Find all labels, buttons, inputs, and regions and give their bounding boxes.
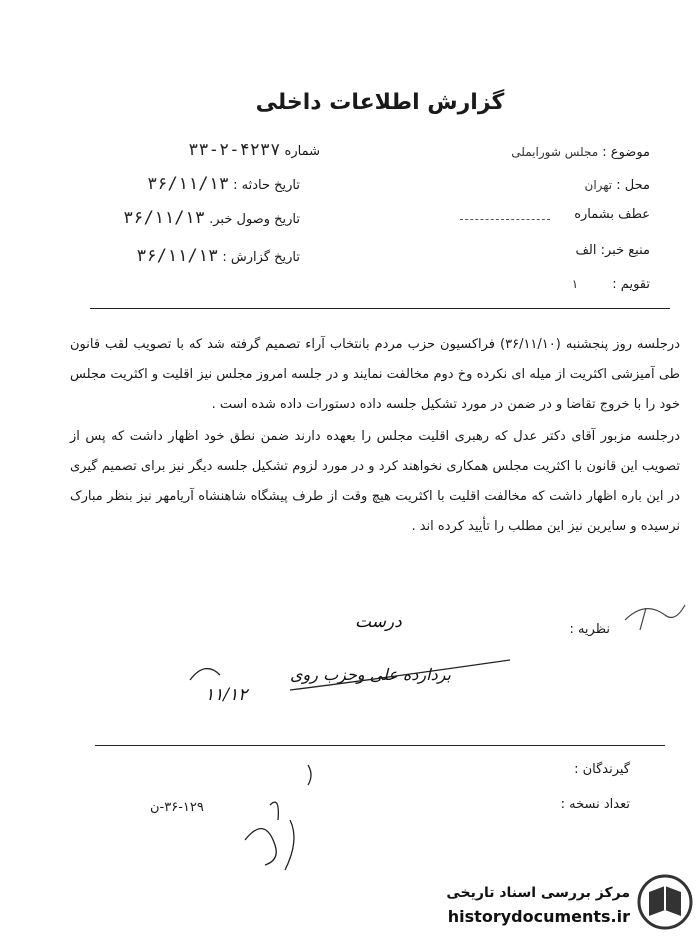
number-row: [120, 140, 320, 160]
signature-stroke-icon: [170, 640, 530, 720]
signature-date-mark: ۱۱/۱۲: [205, 685, 248, 705]
report-date-value: ۳۶/۱۱/۱۳: [136, 246, 219, 266]
watermark-title: مرکز بررسی اسناد تاریخی: [446, 885, 630, 901]
event-date-value: ۳۶/۱۱/۱۳: [147, 174, 229, 194]
subject-label: موضوع :: [602, 145, 650, 160]
subject-value: مجلس شورایملی: [511, 145, 599, 159]
footer-divider: [95, 745, 665, 746]
margin-scribble-icon: [620, 590, 690, 640]
signature-text: بردارده علی وحزب روی: [290, 665, 452, 684]
location-label: محل :: [616, 178, 650, 193]
opinion-handwritten: درست: [355, 612, 402, 632]
number-value: ۴۲۳۷-۲-۳۳: [188, 140, 281, 160]
watermark-url[interactable]: historydocuments.ir: [447, 907, 630, 926]
source-row: [420, 243, 650, 258]
file-code: ۳۶-۱۲۹-ن: [150, 800, 204, 815]
location-value: تهران: [584, 178, 613, 192]
report-date-label: تاریخ گزارش :: [222, 250, 300, 265]
receipt-date-row: [90, 208, 300, 228]
event-date-label: تاریخ حادثه :: [233, 178, 300, 193]
ref-dots: [460, 219, 550, 220]
opinion-label: نظریه :: [569, 622, 610, 637]
receipt-date-value: ۳۶/۱۱/۱۳: [123, 208, 205, 228]
rating-row: [420, 277, 650, 292]
recipients-label: گیرندگان :: [574, 762, 630, 777]
body-paragraph-2: درجلسه مزبور آقای دکتر عدل که رهبری اقلیت مجلس را بعهده دارند ضمن نطق خود اظهار داشت که پس از تصویب این قانون با اکثریت مجلس همکاری نخواهند کرد و در مورد لزوم تشکیل جلسه دیگر نیز برای تصمیم گیری در این باره اظهار داشت که مخالفت اقلیت با اکثریت هیچ وقت از طرف پیشگاه شاهنشاه آریامهر نیز بنظر مبارک نرسیده و سایرین نیز این مطلب را تأیید کرده اند .: [70, 429, 680, 534]
rating-label: تقویم :: [612, 277, 650, 292]
handwritten-marks-icon: [230, 760, 330, 880]
report-body: [70, 330, 680, 544]
source-label: منبع خبر: الف: [575, 243, 650, 258]
document-title: گزارش اطلاعات داخلی: [255, 90, 505, 115]
number-label: شماره: [284, 144, 320, 159]
ref-label: عطف بشماره: [574, 207, 650, 222]
receipt-date-label: تاریخ وصول خبر.: [209, 212, 300, 227]
location-row: [420, 178, 650, 193]
archive-logo-icon: [635, 872, 695, 932]
header-divider: [90, 308, 670, 309]
copies-label: تعداد نسخه :: [560, 797, 630, 812]
event-date-row: [90, 174, 300, 194]
report-date-row: [90, 246, 300, 266]
rating-value: ۱: [571, 277, 579, 291]
subject-row: [420, 145, 650, 160]
body-paragraph-1: درجلسه روز پنجشنبه (۳۶/۱۱/۱۰) فراکسیون حزب مردم بانتخاب آراء تصمیم گرفته شد که با تصویب لقب قانون طی آمیزشی اکثریت از میله ای نکرده وخ دوم مخالفت نمایند و در جلسه امروز مجلس نیز اقلیت و اکثریت مجلس خود را با خروج تقاضا و در ضمن در مورد تشکیل جلسه داده دستورات داده شده است .: [70, 337, 681, 412]
